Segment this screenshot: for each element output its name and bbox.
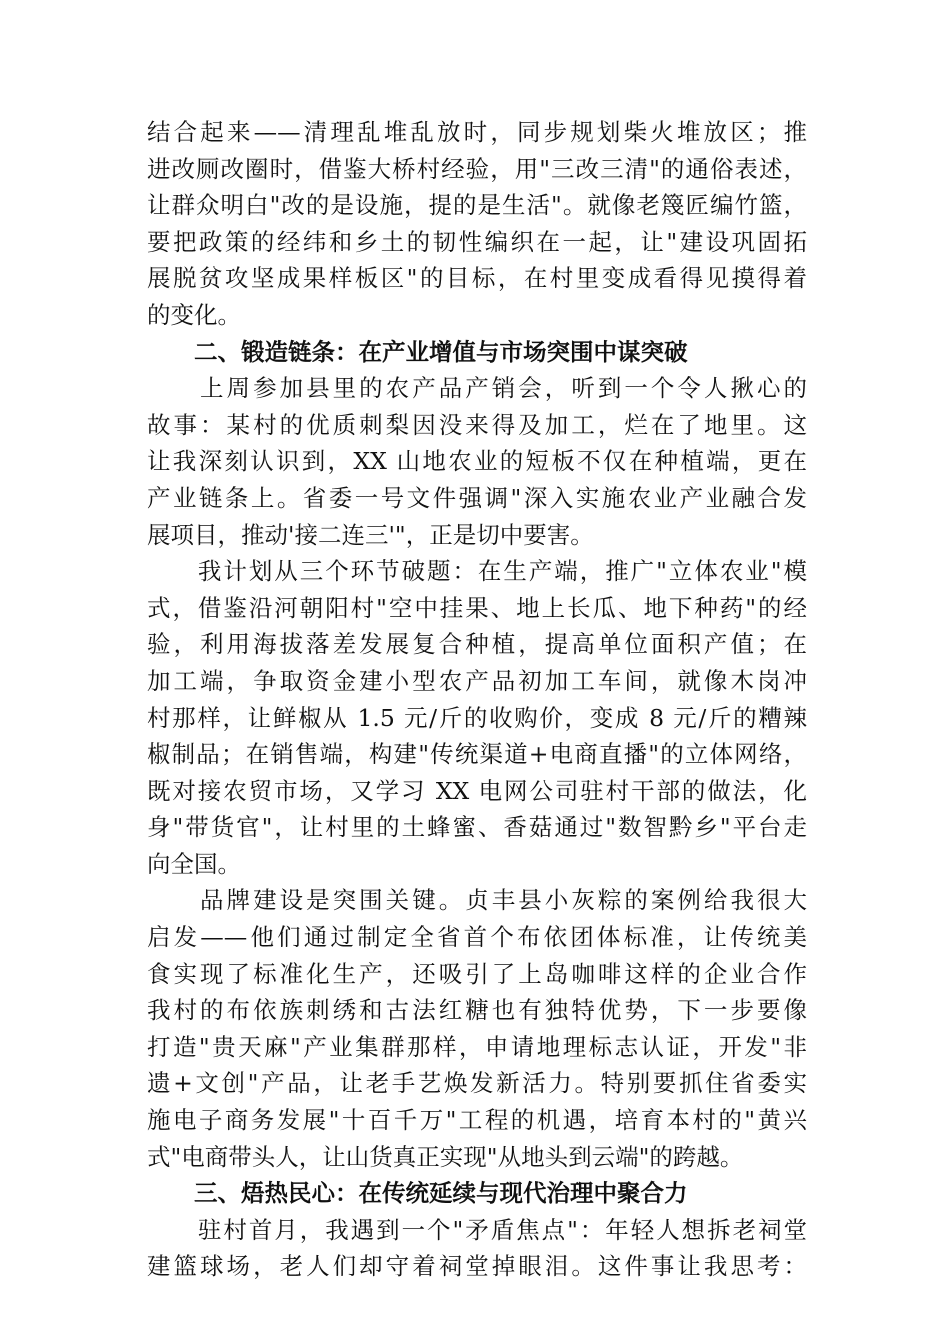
text-line: 既对接农贸市场，又学习 XX 电网公司驻村干部的做法，化 bbox=[147, 776, 807, 805]
text-line: 验，利用海拔落差发展复合种植，提高单位面积产值；在 bbox=[147, 630, 807, 659]
text-line: 施电子商务发展"十百千万"工程的机遇，培育本村的"黄兴 bbox=[147, 1106, 807, 1135]
text-line: 故事：某村的优质刺梨因没来得及加工，烂在了地里。这 bbox=[147, 410, 807, 439]
text-line: 展项目，推动'接二连三'"，正是切中要害。 bbox=[147, 520, 594, 549]
text-line: 食实现了标准化生产，还吸引了上岛咖啡这样的企业合作 bbox=[147, 959, 807, 988]
text-line: 式，借鉴沿河朝阳村"空中挂果、地上长瓜、地下种药"的经 bbox=[147, 593, 807, 622]
text-line: 遗+文创"产品，让老手艺焕发新活力。特别要抓住省委实 bbox=[147, 1069, 807, 1098]
text-line: 的变化。 bbox=[147, 300, 241, 329]
text-line: 进改厕改圈时，借鉴大桥村经验，用"三改三清"的通俗表述， bbox=[147, 154, 807, 183]
text-line: 身"带货官"，让村里的土蜂蜜、香菇通过"数智黔乡"平台走 bbox=[147, 813, 807, 842]
text-line: 品牌建设是突围关键。贞丰县小灰粽的案例给我很大 bbox=[147, 886, 807, 915]
text-line: 向全国。 bbox=[147, 849, 241, 878]
text-line: 建篮球场，老人们却守着祠堂掉眼泪。这件事让我思考： bbox=[147, 1252, 807, 1281]
text-line: 椒制品；在销售端，构建"传统渠道+电商直播"的立体网络， bbox=[147, 740, 807, 769]
paragraph-industry-2 bbox=[147, 553, 807, 882]
text-line: 我村的布依族刺绣和古法红糖也有独特优势，下一步要像 bbox=[147, 996, 807, 1025]
text-line: 让我深刻认识到，XX 山地农业的短板不仅在种植端，更在 bbox=[147, 447, 807, 476]
text-line: 我计划从三个环节破题：在生产端，推广"立体农业"模 bbox=[147, 557, 807, 586]
section-heading-2: 二、锻造链条：在产业增值与市场突围中谋突破 bbox=[194, 337, 688, 366]
text-line: 村那样，让鲜椒从 1.5 元/斤的收购价，变成 8 元/斤的糟辣 bbox=[147, 703, 807, 732]
text-line: 让群众明白"改的是设施，提的是生活"。就像老篾匠编竹篮， bbox=[147, 191, 807, 220]
text-line: 上周参加县里的农产品产销会，听到一个令人揪心的 bbox=[147, 374, 807, 403]
text-line: 结合起来——清理乱堆乱放时，同步规划柴火堆放区；推 bbox=[147, 118, 807, 146]
paragraph-governance-1 bbox=[147, 1212, 807, 1285]
text-line: 展脱贫攻坚成果样板区"的目标，在村里变成看得见摸得着 bbox=[147, 264, 807, 293]
paragraph-intro bbox=[147, 114, 807, 334]
text-line: 打造"贵天麻"产业集群那样，申请地理标志认证，开发"非 bbox=[147, 1032, 807, 1061]
text-line: 加工端，争取资金建小型农产品初加工车间，就像木岗冲 bbox=[147, 666, 807, 695]
document-body bbox=[147, 114, 807, 1285]
text-line: 产业链条上。省委一号文件强调"深入实施农业产业融合发 bbox=[147, 483, 807, 512]
paragraph-industry-3 bbox=[147, 882, 807, 1175]
text-line: 驻村首月，我遇到一个"矛盾焦点"：年轻人想拆老祠堂 bbox=[147, 1215, 807, 1244]
paragraph-industry-1 bbox=[147, 370, 807, 553]
text-line: 式"电商带头人，让山货真正实现"从地头到云端"的跨越。 bbox=[147, 1142, 744, 1171]
text-line: 启发——他们通过制定全省首个布依团体标准，让传统美 bbox=[147, 923, 807, 952]
text-line: 要把政策的经纬和乡土的韧性编织在一起，让"建设巩固拓 bbox=[147, 227, 807, 256]
section-heading-3: 三、焐热民心：在传统延续与现代治理中聚合力 bbox=[194, 1179, 688, 1208]
